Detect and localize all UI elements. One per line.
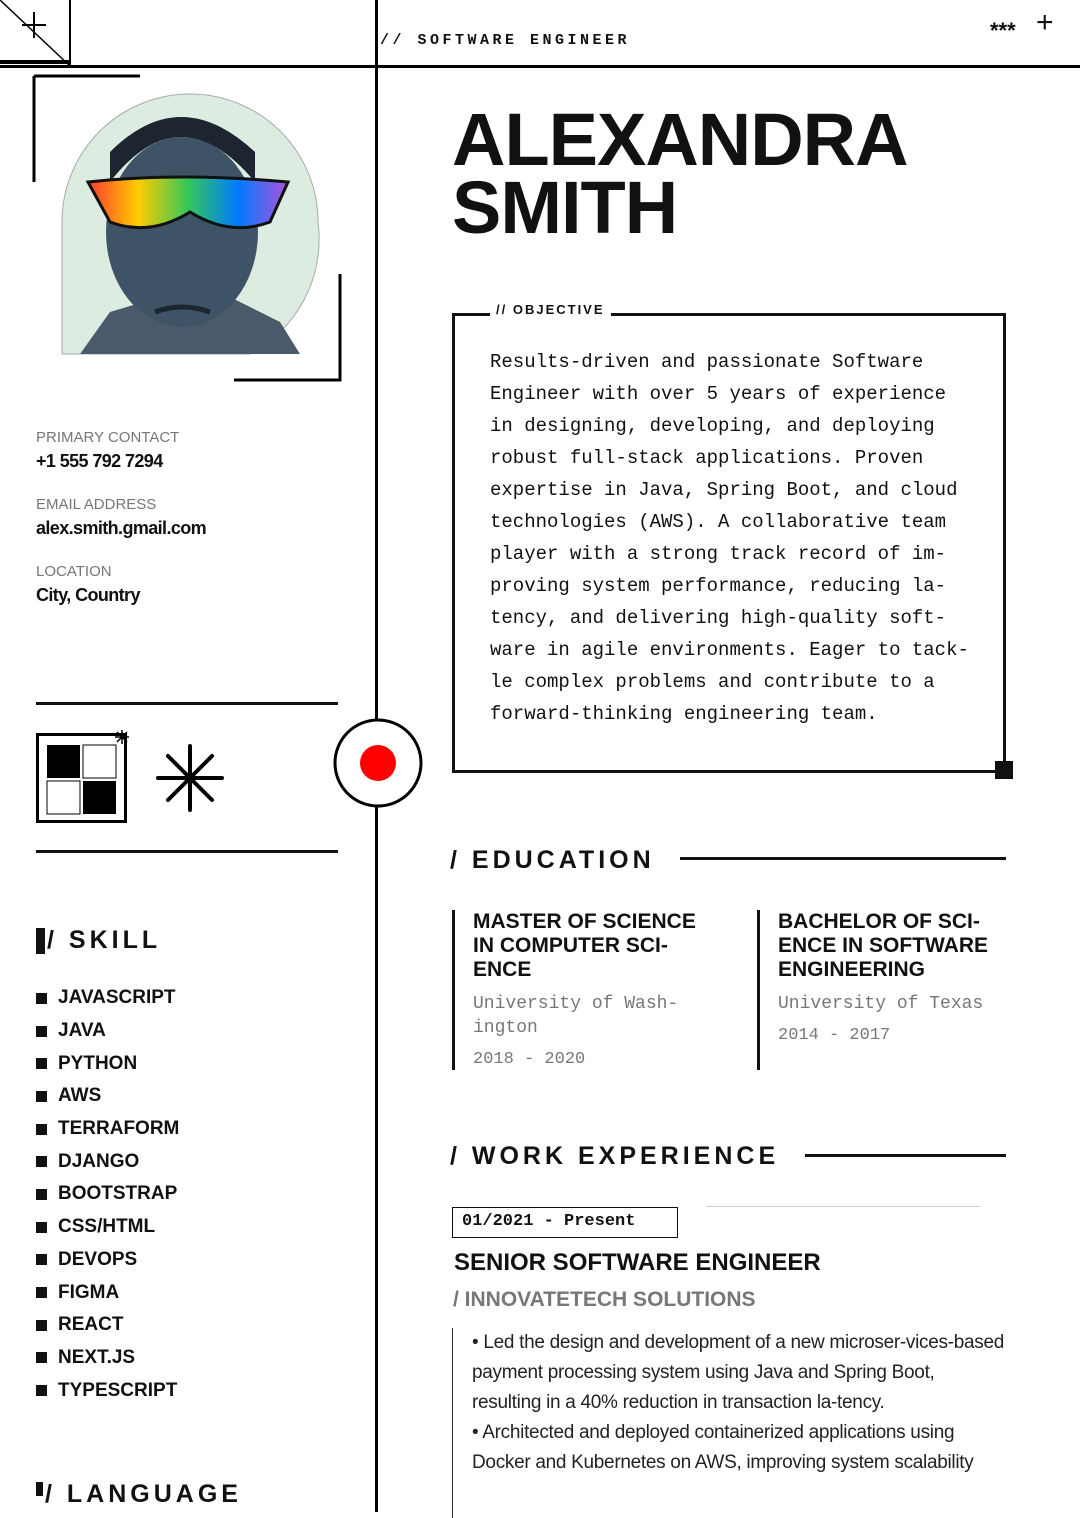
header-role: // SOFTWARE ENGINEER <box>380 32 631 49</box>
skill-item: JAVASCRIPT <box>36 982 179 1015</box>
contact-phone[interactable]: +1 555 792 7294 <box>36 451 163 471</box>
job-title: SENIOR SOFTWARE ENGINEER <box>454 1249 821 1276</box>
years: 2018 - 2020 <box>473 1050 586 1069</box>
skill-item: JAVA <box>36 1015 179 1048</box>
skill-item: REACT <box>36 1309 179 1342</box>
job-bullet: • Led the design and development of a new microser-vices-based payment processing system using Java and Spring Boot, resulting in a 40% reduction in transaction la-tency. <box>472 1332 1004 1413</box>
asterisk-icon <box>156 744 224 812</box>
skill-item: NEXT.JS <box>36 1342 179 1375</box>
skill-item: FIGMA <box>36 1276 179 1309</box>
divider <box>805 1154 1006 1157</box>
skill-item: BOOTSTRAP <box>36 1178 179 1211</box>
first-name: ALEXANDRA <box>452 98 908 181</box>
skill-bar-icon <box>36 928 45 954</box>
education-heading: / EDUCATION <box>450 846 655 874</box>
degree: MASTER OF SCIENCE IN COMPUTER SCI-ENCE <box>473 910 696 981</box>
plus-icon: + <box>1036 6 1054 39</box>
contact-location-label: LOCATION <box>36 563 112 580</box>
contact-location: City, Country <box>36 585 140 605</box>
corner-crosshair-icon <box>0 0 80 70</box>
contact-phone-label: PRIMARY CONTACT <box>36 429 180 446</box>
job-bullet: • Architected and deployed containerized applications using Docker and Kubernetes on AWS, improving system scalability <box>472 1422 974 1473</box>
contact-email-label: EMAIL ADDRESS <box>36 496 157 513</box>
job-dates: 01/2021 - Present <box>452 1207 678 1238</box>
skill-item: DJANGO <box>36 1145 179 1178</box>
header-divider <box>0 65 1080 68</box>
objective-text: Results-driven and passionate Software Engineer with over 5 years of experience in designing, developing, and deploying robust full-stack applications. Proven expertise in Java, Spring Boot, and cloud technologies (AWS). A collaborative team player with a strong track record of im- proving system performance, reducing la- tency, and delivering high-quality soft- ware in agile environments. Eager to tack- le complex problems and contribute to a forward-thinking engineering team. <box>490 351 969 725</box>
language-bar-icon <box>36 1482 43 1496</box>
last-name: SMITH <box>452 166 678 249</box>
divider <box>706 1206 980 1207</box>
job-bullets <box>452 1328 1008 1518</box>
skill-item: TYPESCRIPT <box>36 1374 179 1407</box>
record-dot-icon <box>332 717 424 809</box>
language-heading: / LANGUAGE <box>45 1480 242 1508</box>
divider <box>680 857 1006 860</box>
header-stars: *** <box>990 18 1016 43</box>
profile-photo <box>30 72 350 387</box>
full-name <box>452 98 908 249</box>
skill-item: PYTHON <box>36 1047 179 1080</box>
work-heading: / WORK EXPERIENCE <box>450 1142 780 1170</box>
skills-heading: / SKILL <box>47 926 162 954</box>
skill-item: AWS <box>36 1080 179 1113</box>
job-company: / INNOVATETECH SOLUTIONS <box>453 1288 756 1311</box>
skill-item: DEVOPS <box>36 1244 179 1277</box>
grid-icon <box>36 728 136 824</box>
school: University of Texas <box>778 994 984 1014</box>
corner-square-icon <box>995 761 1013 779</box>
divider <box>36 702 338 705</box>
education-item <box>757 910 1018 1070</box>
degree: BACHELOR OF SCI-ENCE IN SOFTWARE ENGINEERING <box>778 910 989 981</box>
contact-email[interactable]: alex.smith.gmail.com <box>36 518 207 538</box>
skill-item: TERRAFORM <box>36 1113 179 1146</box>
objective-label: // OBJECTIVE <box>490 302 611 317</box>
school: University of Wash-ington <box>473 994 679 1038</box>
years: 2014 - 2017 <box>778 1026 891 1045</box>
divider <box>36 850 338 853</box>
education-item <box>452 910 713 1070</box>
skill-item: CSS/HTML <box>36 1211 179 1244</box>
skills-list <box>36 982 179 1407</box>
